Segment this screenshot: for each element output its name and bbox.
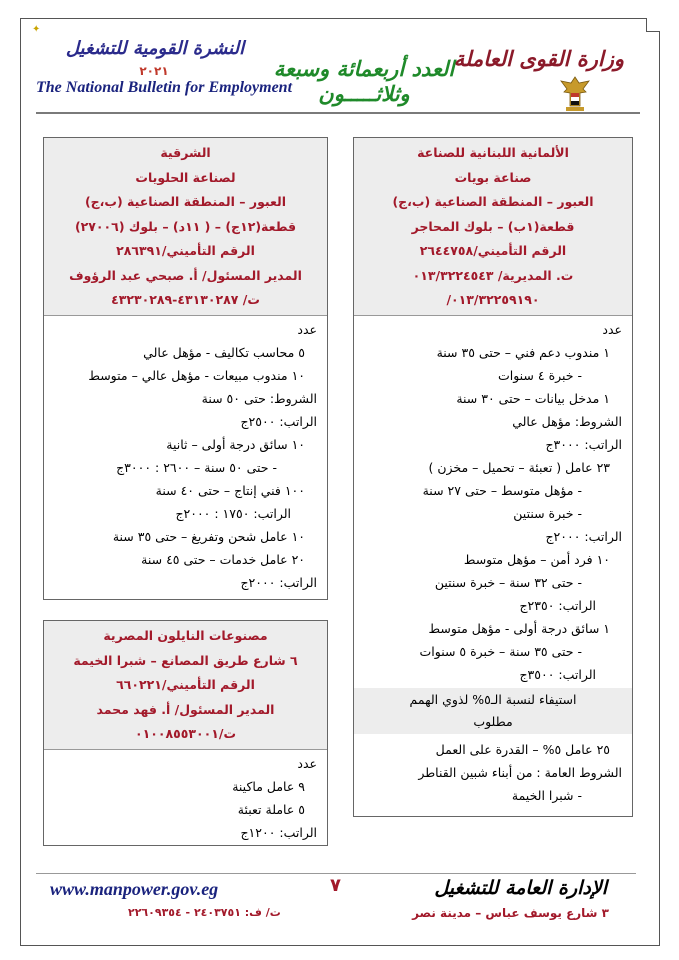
job-row: ٢٠ عامل خدمات – حتى ٤٥ سنة bbox=[141, 551, 305, 567]
job-row: - خبرة سنتين bbox=[513, 505, 582, 521]
sparkle-icon: ✦ bbox=[32, 24, 41, 35]
company-phone: ت/٠١٠٠٨٥٥٣٠٠١ bbox=[134, 726, 237, 741]
company-insurance-number: الرقم التأميني/٦٦٠٢٢١ bbox=[116, 677, 255, 692]
company-plot: قطعة(١٢ج) – ( ١١د) – بلوك (٢٧٠٠٦) bbox=[74, 218, 297, 234]
company-plot: قطعة(١ب) – بلوك المحاجر bbox=[411, 218, 575, 234]
job-row: الراتب: ٢٣٥٠ج bbox=[519, 597, 596, 613]
job-row: الراتب: ١٧٥٠ : ٢٠٠٠ج bbox=[175, 505, 291, 521]
job-row: ١ مدخل بيانات – حتى ٣٠ سنة bbox=[456, 390, 610, 406]
job-row: - مؤهل متوسط – حتى ٢٧ سنة bbox=[422, 482, 582, 498]
job-row: الراتب: ٣٠٠٠ج bbox=[545, 436, 622, 452]
job-row: - شبرا الخيمة bbox=[511, 787, 582, 803]
job-listing-sharqia-sweets bbox=[43, 137, 328, 600]
job-row: ٥ محاسب تكاليف - مؤهل عالي bbox=[143, 344, 305, 360]
job-row: ١٠ فرد أمن – مؤهل متوسط bbox=[463, 551, 610, 567]
job-row: ٢٣ عامل ( تعبئة – تحميل – مخزن ) bbox=[428, 459, 610, 475]
bulletin-title-english: The National Bulletin for Employment bbox=[36, 79, 293, 96]
company-info-box bbox=[354, 138, 632, 316]
notice-line: استيفاء لنسبة الـ٥% لذوي الهمم bbox=[409, 691, 577, 707]
footer-phones: ت/ ف: ٢٤٠٣٧٥١ - ٢٢٦٠٩٣٥٤ bbox=[128, 906, 281, 919]
company-activity: لصناعة الحلويات bbox=[135, 169, 236, 185]
company-location: العبور – المنطقة الصناعية (ب،ج) bbox=[84, 194, 287, 209]
ministry-title: وزارة القوى العاملة bbox=[453, 46, 624, 71]
company-activity: صناعة بويات bbox=[454, 169, 532, 185]
job-row: الراتب: ١٢٠٠ج bbox=[240, 824, 317, 840]
job-listing-german-lebanese bbox=[353, 137, 633, 817]
company-name: الألمانية اللبنانية للصناعة bbox=[417, 145, 569, 160]
issue-title: العدد أربعمائة وسبعة وثلاثـــــون bbox=[273, 56, 455, 106]
footer-address: ٣ شارع يوسف عباس – مدينة نصر bbox=[412, 906, 609, 920]
company-info-box bbox=[44, 621, 327, 750]
job-row: الشروط العامة : من أبناء شبين القناطر bbox=[418, 764, 622, 780]
job-row: ١ سائق درجة أولى - مؤهل متوسط bbox=[428, 620, 610, 636]
job-row: الراتب: ٣٥٠٠ج bbox=[519, 666, 596, 682]
job-row: الراتب: ٢٠٠٠ج bbox=[240, 574, 317, 590]
job-row: - حتى ٣٥ سنة – خبرة ٥ سنوات bbox=[419, 643, 582, 659]
job-row: عدد bbox=[297, 755, 317, 771]
job-row: - حتى ٣٢ سنة – خبرة سنتين bbox=[434, 574, 582, 590]
page-number: ٧ bbox=[330, 875, 341, 896]
job-row: ٩ عامل ماكينة bbox=[232, 778, 305, 794]
company-name: الشرقية bbox=[160, 145, 211, 160]
job-row: ١٠ مندوب مبيعات - مؤهل عالي – متوسط bbox=[88, 367, 305, 383]
footer-divider bbox=[36, 873, 636, 874]
job-row: ١٠ عامل شحن وتفريغ – حتى ٣٥ سنة bbox=[112, 528, 305, 544]
header bbox=[24, 24, 654, 116]
jobs-list bbox=[354, 316, 632, 686]
company-phone: ت. المديرية/ ٠١٣/٣٢٢٤٥٤٣ bbox=[412, 267, 574, 283]
job-row: ١ مندوب دعم فني – حتى ٣٥ سنة bbox=[436, 344, 610, 360]
job-listing-egyptian-nylon bbox=[43, 620, 328, 846]
company-insurance-number: الرقم التأميني/٢٨٦٣٩١ bbox=[116, 243, 255, 258]
company-address: ٦ شارع طريق المصانع – شبرا الخيمة bbox=[73, 652, 298, 668]
company-phone-2: ٠١٣/٣٢٢٥٩١٩٠/ bbox=[446, 292, 540, 307]
company-location: العبور – المنطقة الصناعية (ب،ج) bbox=[392, 194, 594, 209]
company-insurance-number: الرقم التأميني/٢٦٤٤٧٥٨ bbox=[419, 243, 567, 258]
job-row: - حتى ٥٠ سنة – ٢٦٠٠ : ٣٠٠٠ج bbox=[116, 459, 277, 475]
company-phone: ت/ ٤٣١٣٠٢٨٧-٤٣٢٣٠٢٨٩ bbox=[111, 292, 260, 307]
disability-quota-notice bbox=[354, 688, 632, 734]
website-link[interactable]: www.manpower.gov.eg bbox=[50, 879, 219, 899]
job-row: عدد bbox=[602, 321, 622, 337]
eagle-emblem-icon bbox=[558, 74, 592, 114]
job-row: عدد bbox=[297, 321, 317, 337]
jobs-list bbox=[44, 316, 327, 594]
company-manager: المدير المسئول/ أ. فهد محمد bbox=[96, 701, 275, 717]
company-name: مصنوعات النايلون المصرية bbox=[103, 628, 268, 643]
job-row: الشروط: حتى ٥٠ سنة bbox=[201, 390, 317, 406]
job-row: الراتب: ٢٥٠٠ج bbox=[240, 413, 317, 429]
job-row: الراتب: ٢٠٠٠ج bbox=[545, 528, 622, 544]
jobs-list bbox=[354, 736, 632, 807]
job-row: - خبرة ٤ سنوات bbox=[497, 367, 582, 383]
job-row: الشروط: مؤهل عالي bbox=[512, 413, 622, 429]
bulletin-year: ٢٠٢١ bbox=[139, 64, 169, 78]
bulletin-title-arabic: النشرة القومية للتشغيل bbox=[65, 38, 245, 59]
job-row: ١٠٠ فني إنتاج – حتى ٤٠ سنة bbox=[155, 482, 305, 498]
job-row: ٢٥ عامل ٥% – القدرة على العمل bbox=[435, 741, 610, 757]
header-divider bbox=[36, 112, 640, 114]
jobs-list bbox=[44, 750, 327, 844]
job-row: ٥ عاملة تعبئة bbox=[237, 801, 305, 817]
company-info-box bbox=[44, 138, 327, 316]
job-row: ١٠ سائق درجة أولى – ثانية bbox=[166, 436, 305, 452]
footer-department: الإدارة العامة للتشغيل bbox=[434, 877, 607, 899]
notice-line: مطلوب bbox=[473, 713, 513, 729]
company-manager: المدير المسئول/ أ. صبحي عبد الرؤوف bbox=[69, 267, 302, 283]
